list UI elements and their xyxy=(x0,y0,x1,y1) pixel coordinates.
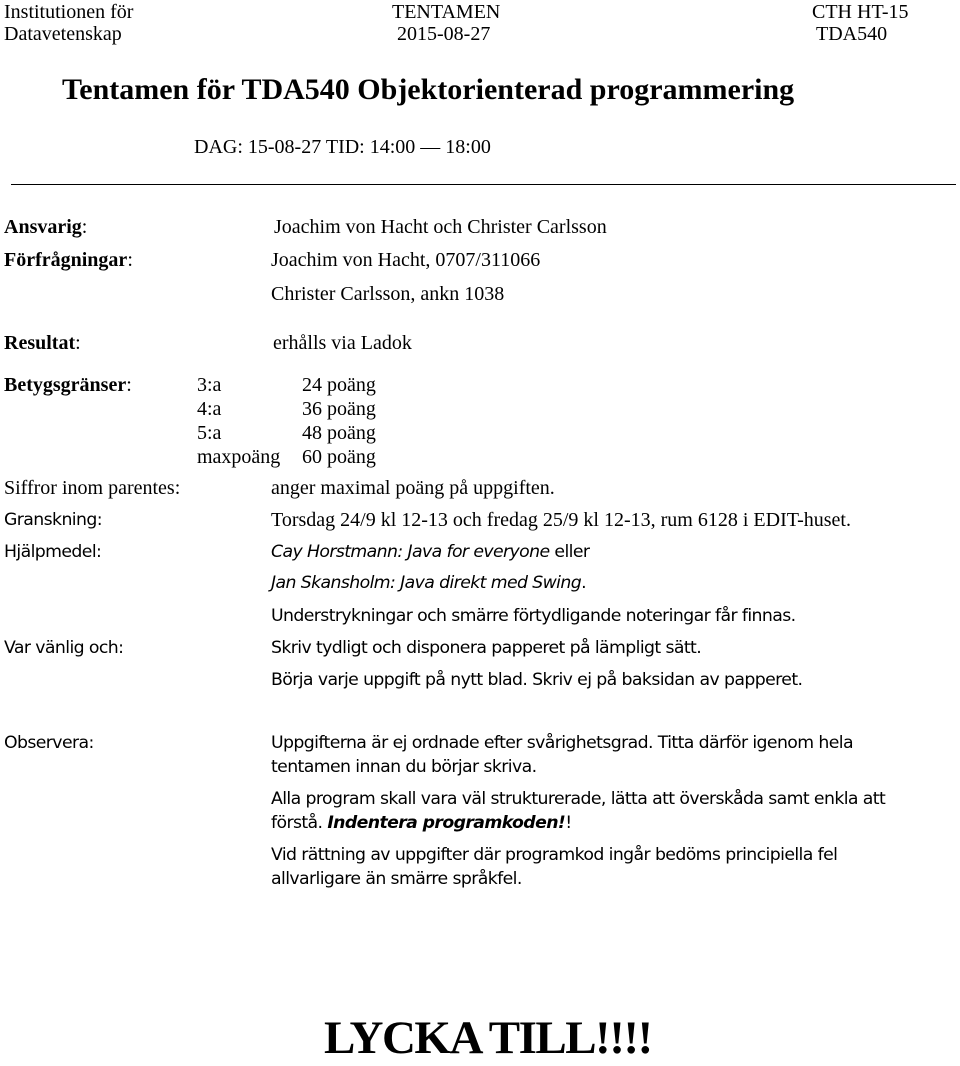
observation-1: Uppgifterna är ej ordnade efter svårighetsgrad. Titta därför igenom hela tentamen innan du börjar skriva. xyxy=(271,733,853,777)
grade-points: 36 poäng xyxy=(302,398,376,420)
request-2: Börja varje uppgift på nytt blad. Skriv ej på baksidan av papperet. xyxy=(271,670,803,690)
ansvarig-value: Joachim von Hacht och Christer Carlsson xyxy=(274,216,607,238)
resultat-label: Resultat: xyxy=(4,332,81,354)
siffror-value: anger maximal poäng på uppgiften. xyxy=(271,477,555,499)
course-code: TDA540 xyxy=(816,23,888,45)
grade-row: 3:a xyxy=(197,374,222,396)
grade-points: 48 poäng xyxy=(302,422,376,444)
forfragningar-value-2: Christer Carlsson, ankn 1038 xyxy=(271,283,505,305)
observation-2: Alla program skall vara väl strukturerade, lätta att överskåda samt enkla att förstå. Indentera programkoden!! xyxy=(271,789,886,833)
var-vanlig-label: Var vänlig och: xyxy=(4,638,124,658)
observation-3: Vid rättning av uppgifter där programkod ingår bedöms principiella fel allvarligare än smärre språkfel. xyxy=(271,845,838,889)
forfragningar-value-1: Joachim von Hacht, 0707/311066 xyxy=(271,249,541,271)
forfragningar-label: Förfrågningar: xyxy=(4,249,133,271)
book-1: Cay Horstmann: Java for everyone eller xyxy=(271,542,590,562)
course-term: CTH HT-15 xyxy=(812,1,909,23)
granskning-value: Torsdag 24/9 kl 12-13 och fredag 25/9 kl 12-13, rum 6128 i EDIT-huset. xyxy=(271,509,851,531)
grades-label: Betygsgränser: xyxy=(4,374,132,396)
exam-label: TENTAMEN xyxy=(392,1,501,23)
request-1: Skriv tydligt och disponera papperet på lämpligt sätt. xyxy=(271,638,702,658)
page-title: Tentamen för TDA540 Objektorienterad programmering xyxy=(62,73,795,106)
ansvarig-label: Ansvarig: xyxy=(4,216,88,238)
grade-row: 4:a xyxy=(197,398,222,420)
grade-points: 60 poäng xyxy=(302,446,376,468)
hjalpmedel-label: Hjälpmedel: xyxy=(4,542,102,562)
institution-line1: Institutionen för xyxy=(4,1,134,23)
grade-row: 5:a xyxy=(197,422,222,444)
observera-label: Observera: xyxy=(4,733,94,753)
institution-line2: Datavetenskap xyxy=(4,23,122,45)
grade-points: 24 poäng xyxy=(302,374,376,396)
exam-date: 2015-08-27 xyxy=(397,23,491,45)
book-2: Jan Skansholm: Java direkt med Swing. xyxy=(271,573,586,593)
closing-greeting: LYCKA TILL!!!! xyxy=(324,1012,652,1064)
grade-row: maxpoäng xyxy=(197,446,281,468)
divider xyxy=(11,184,956,185)
granskning-label: Granskning: xyxy=(4,510,102,530)
resultat-value: erhålls via Ladok xyxy=(273,332,412,354)
annotations-note: Understrykningar och smärre förtydligande noteringar får finnas. xyxy=(271,606,796,626)
siffror-label: Siffror inom parentes: xyxy=(4,477,181,499)
exam-datetime: DAG: 15-08-27 TID: 14:00 — 18:00 xyxy=(194,136,491,158)
